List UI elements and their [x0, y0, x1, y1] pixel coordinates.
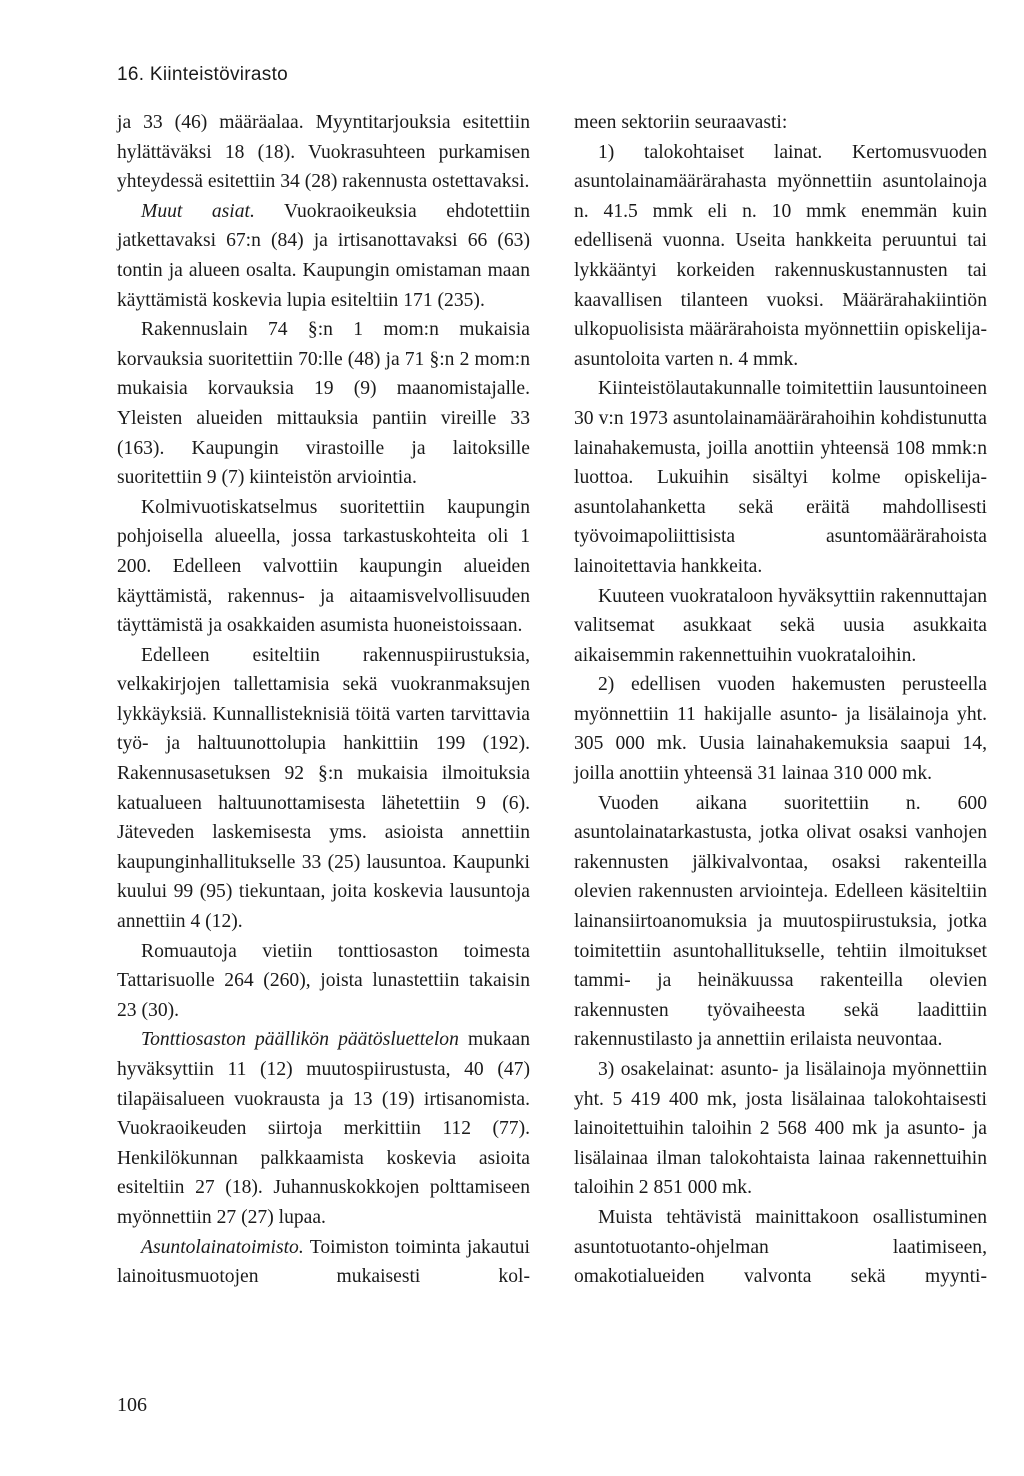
paragraph-text: Toimiston toiminta jakautui lainoitusmuotojen mukaisesti kol-	[117, 1236, 530, 1288]
paragraph-muut-asiat	[117, 197, 530, 315]
right-column	[574, 108, 987, 1292]
paragraph-text: Vuokraoikeuksia ehdotettiin jatkettavaksi 67:n (84) ja irtisanottavaksi 66 (63) tontin ja alueen osalta. Kaupungin omistaman maan käyttämistä koskevia lupia esiteltiin 171 (235).	[117, 200, 531, 311]
section-heading-paatosluettelo: Tonttiosaston päällikön päätösluettelon	[141, 1029, 459, 1051]
paragraph-edellisen-vuoden-hakemukset: 2) edellisen vuoden hakemusten perusteella myönnettiin 11 hakijalle asunto- ja lisälainoja yht. 305 000 mk. Uusia lainahakemuksia saapui 14, joilla anottiin yhteensä 31 lainaa 310 000 mk.	[574, 674, 987, 785]
paragraph-kolmivuotiskatselmus: Kolmivuotiskatselmus suoritettiin kaupungin pohjoisella alueella, jossa tarkastuskohteita oli 1 200. Edelleen valvottiin kaupungin alueiden käyttämistä, rakennus- ja aitaamisvelvollisuuden täyttämistä ja osakkaiden asumista huoneistoissaan.	[117, 496, 530, 637]
section-heading-muut-asiat: Muut asiat.	[141, 200, 255, 222]
page-number: 106	[117, 1394, 147, 1416]
paragraph-text: mukaan hyväksyttiin 11 (12) muutospiirustusta, 40 (47) tilapäisalueen vuokrausta ja 13 (19) irtisanomista. Vuokraoikeuden siirtoja merkittiin 112 (77). Henkilökunnan palkkaamista koskevia asioita esiteltiin 27 (18). Juhannuskokkojen polttamiseen myönnettiin 27 (27) lupaa.	[117, 1029, 530, 1228]
paragraph-asuntolainatoimisto	[117, 1233, 530, 1292]
left-column	[117, 108, 530, 1292]
section-heading-asuntolainatoimisto: Asuntolainatoimisto.	[141, 1236, 304, 1258]
paragraph-vuokratalot: Kuuteen vuokrataloon hyväksyttiin rakennuttajan valitsemat asukkaat sekä uusia asukkaita aikaisemmin rakennettuihin vuokrataloihin.	[574, 585, 987, 666]
paragraph-osakelainat: 3) osakelainat: asunto- ja lisälainoja myönnettiin yht. 5 419 400 mk, josta lisälainaa talokohtaisesti lainoitettuihin taloihin 2 568 400 mk ja asunto- ja lisälainaa ilman talokohtaista lainaa rakennettuihin taloihin 2 851 000 mk.	[574, 1059, 987, 1199]
paragraph-continuation: ja 33 (46) määräalaa. Myyntitarjouksia esitettiin hylättäväksi 18 (18). Vuokrasuhteen purkamisen yhteydessä esitettiin 34 (28) rakennusta ostettavaksi.	[117, 112, 530, 193]
running-header: 16. Kiinteistövirasto	[117, 64, 289, 85]
paragraph-romuautot: Romuautoja vietiin tonttiosaston toimesta Tattarisuolle 264 (260), joista lunastettiin takaisin 23 (30).	[117, 940, 530, 1021]
paragraph-continuation: meen sektoriin seuraavasti:	[574, 112, 788, 133]
paragraph-rakennuspiirustukset: Edelleen esiteltiin rakennuspiirustuksia, velkakirjojen tallettamisia sekä vuokranmaksujen lykkäyksiä. Kunnallisteknisiä töitä varten tarvittavia työ- ja haltuunottolupia hankittiin 199 (192). Rakennusasetuksen 92 §:n mukaisia ilmoituksia katualueen haltuunottamisesta lähetettiin 9 (6). Jäteveden laskemisesta yms. asioista annettiin kaupunginhallitukselle 33 (25) lausuntoa. Kaupunki kuului 99 (95) tiekuntaan, joita koskevia lausuntoja annettiin 4 (12).	[117, 644, 530, 933]
paragraph-kiinteistolautakunta: Kiinteistölautakunnalle toimitettiin lausuntoineen 30 v:n 1973 asuntolainamäärärahoihin kohdistunutta lainahakemusta, joilla anottiin yhteensä 108 mmk:n luottoa. Lukuihin sisältyi kolme opiskelija-asuntolahanketta sekä eräitä mahdollisesti työvoimapoliittisista asuntomäärärahoista lainoitettavia hankkeita.	[574, 378, 987, 577]
paragraph-talokohtaiset-lainat: 1) talokohtaiset lainat. Kertomusvuoden asuntolainamäärärahasta myönnettiin asuntolainoja n. 41.5 mmk eli n. 10 mmk enemmän kuin edellisenä vuonna. Useita hankkeita peruuntui tai lykkääntyi korkeiden rakennuskustannusten tai kaavallisen tilanteen vuoksi. Määrärahakiintiön ulkopuolisista määrärahoista myönnettiin opiskelija-asuntoloita varten n. 4 mmk.	[574, 141, 987, 370]
paragraph-asuntolainatarkastus: Vuoden aikana suoritettiin n. 600 asuntolainatarkastusta, jotka olivat osaksi vanhojen rakennusten jälkivalvontaa, osaksi rakenteilla olevien rakennusten arviointeja. Edelleen käsiteltiin lainansiirtoanomuksia ja muutospiirustuksia, jotka toimitettiin asuntohallitukselle, tehtiin ilmoitukset tammi- ja heinäkuussa rakenteilla olevien rakennusten työvaiheesta sekä laadittiin rakennustilasto ja annettiin erilaista neuvontaa.	[574, 792, 987, 1051]
paragraph-muista-tehtavista: Muista tehtävistä mainittakoon osallistuminen asuntotuotanto-ohjelman laatimiseen, omakotialueiden valvonta sekä myynti-	[574, 1206, 987, 1288]
paragraph-rakennuslain: Rakennuslain 74 §:n 1 mom:n mukaisia korvauksia suoritettiin 70:lle (48) ja 71 §:n 2 mom:n mukaisia korvauksia 19 (9) maanomistajalle. Yleisten alueiden mittauksia pantiin vireille 33 (163). Kaupungin virastoille ja laitoksille suoritettiin 9 (7) kiinteistön arviointia.	[117, 319, 530, 489]
paragraph-paatosluettelo	[117, 1025, 530, 1232]
